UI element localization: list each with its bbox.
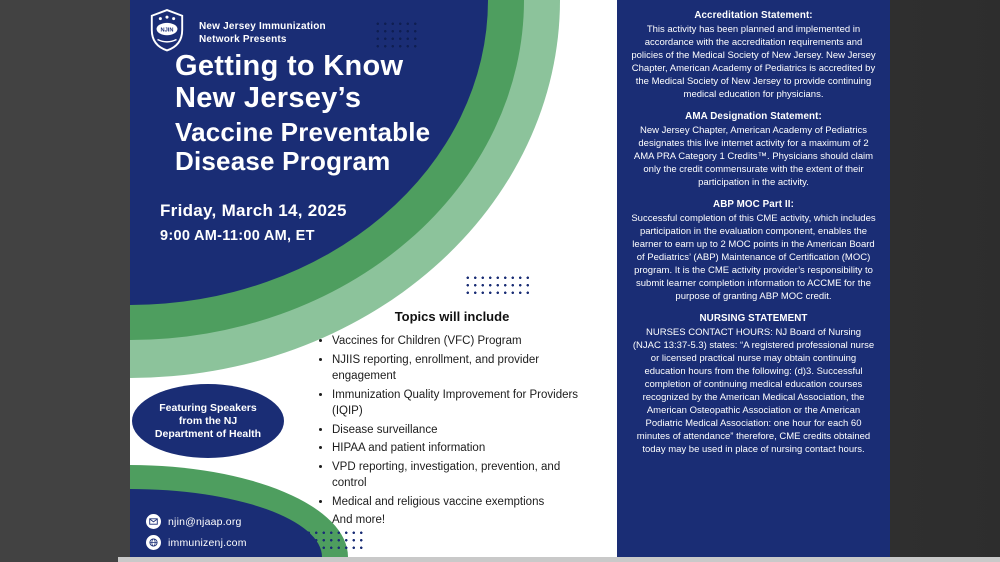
topic-item: • Immunization Quality Improvement for Providers (IQIP) (332, 387, 596, 420)
event-flyer (130, 0, 890, 557)
topic-item: • VPD reporting, investigation, prevention, and control (332, 459, 596, 492)
speakers-badge (132, 384, 284, 458)
envelope-icon (146, 514, 161, 529)
topics-section (308, 309, 596, 531)
svg-text:NJIN: NJIN (160, 27, 174, 34)
event-date: Friday, March 14, 2025 (160, 201, 347, 220)
title-line-3: Vaccine Preventable (175, 117, 431, 147)
event-datetime (160, 201, 347, 244)
event-title (175, 50, 430, 176)
website-text: immunizenj.com (168, 536, 247, 549)
topic-item: • Vaccines for Children (VFC) Program (332, 333, 596, 350)
abp-moc-body: Successful completion of this CME activity, which includes participation in the evaluation component, enables the learner to earn up to 2 MOC points in the American Board of Pediatrics’ (ABP) Maintenance of Certification (MOC) program. It is the CME activity provider’s responsibility to submit learner completion information to ACCME for the purpose of granting ABP MOC credit. (631, 213, 876, 302)
title-line-4: Disease Program (175, 146, 391, 176)
accreditation-statement-body: This activity has been planned and implemented in accordance with the accreditation requirements and policies of the Medical Society of New Jersey. New Jersey Chapter, American Academy of Pediatrics is accredited by the Medical Society of New Jersey to provide continuing medical education for physicians. (631, 24, 876, 100)
ama-designation-heading: AMA Designation Statement: (685, 111, 822, 122)
contact-block (146, 508, 247, 550)
dot-grid-middle-decoration (464, 274, 532, 297)
presenter-line-2: Network Presents (199, 33, 287, 45)
email-text: njin@njaap.org (168, 515, 242, 528)
globe-icon (146, 535, 161, 550)
dot-grid-top-decoration (374, 20, 421, 48)
topic-item: • NJIIS reporting, enrollment, and provider engagement (332, 352, 596, 385)
presenter-line-1: New Jersey Immunization (199, 20, 326, 32)
speakers-badge-line-2: from the NJ (178, 414, 238, 427)
title-line-1: Getting to Know (175, 50, 404, 82)
nursing-statement-heading: NURSING STATEMENT (699, 313, 808, 324)
ama-designation-section (631, 111, 876, 189)
topics-list (308, 333, 596, 529)
speakers-badge-line-3: Department of Health (154, 427, 262, 440)
accreditation-panel (617, 0, 890, 557)
topic-item: • And more! (332, 512, 596, 529)
presenter-name (199, 20, 326, 46)
accreditation-statement-heading: Accreditation Statement: (694, 10, 813, 21)
topic-item: • Disease surveillance (332, 422, 596, 439)
event-time: 9:00 AM-11:00 AM, ET (160, 228, 315, 244)
abp-moc-heading: ABP MOC Part II: (713, 199, 794, 210)
email-row (146, 514, 247, 529)
topics-heading: Topics will include (394, 309, 510, 324)
title-line-2: New Jersey’s (175, 82, 362, 114)
speakers-badge-line-1: Featuring Speakers (159, 401, 257, 414)
dot-grid-bottom-decoration (290, 529, 364, 552)
bottom-edge-strip (118, 557, 1000, 562)
topic-item: • HIPAA and patient information (332, 440, 596, 457)
nursing-statement-section (631, 313, 876, 456)
topic-item: • Medical and religious vaccine exemptions (332, 494, 596, 511)
ama-designation-body: New Jersey Chapter, American Academy of Pediatrics designates this live internet activity for a maximum of 2 AMA PRA Category 1 Credits™. Physicians should claim only the credit commensurate with the extent of their participation in the activity. (633, 125, 874, 188)
abp-moc-section (631, 199, 876, 303)
nursing-statement-body: NURSES CONTACT HOURS: NJ Board of Nursing (NJAC 13:37-5.3) states: “A registered professional nurse or licensed practical nurse may obtain continuing education hours from the following: (d)3. Successful completion of continuing medical education courses recognized by the American Medical Association, the American Osteopathic Association or the American Podiatric Medical Association: one hour for each 60 minutes of attendance” therefore, CME credits obtained today may be used in place of nursing contact hours. (632, 327, 875, 455)
accreditation-statement-section (631, 10, 876, 101)
website-row (146, 535, 247, 550)
